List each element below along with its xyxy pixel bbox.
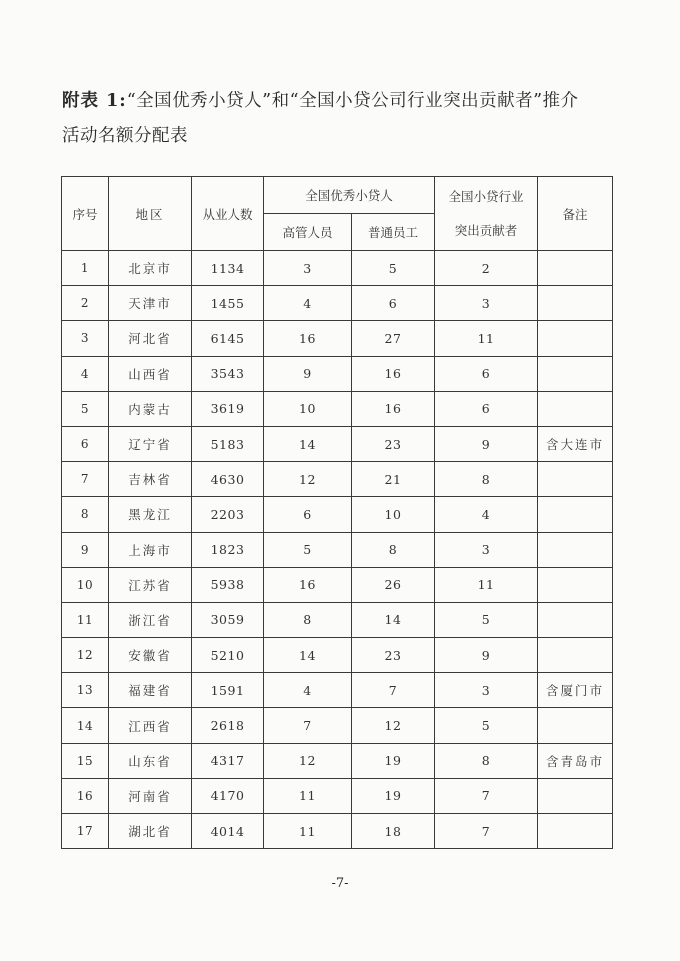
cell-contributor: 2 [435, 251, 538, 286]
cell-seq: 17 [62, 814, 109, 849]
table-row [62, 251, 613, 286]
cell-senior: 3 [264, 251, 352, 286]
cell-remarks [538, 251, 613, 286]
cell-region: 天津市 [109, 286, 192, 321]
cell-remarks [538, 286, 613, 321]
header-seq: 序号 [62, 177, 109, 251]
cell-remarks: 含青岛市 [538, 743, 613, 778]
table-body [62, 251, 613, 849]
cell-remarks [538, 391, 613, 426]
header-senior: 高管人员 [264, 214, 352, 251]
table-row [62, 356, 613, 391]
cell-contributor: 11 [435, 321, 538, 356]
cell-remarks [538, 778, 613, 813]
table-row [62, 638, 613, 673]
cell-seq: 9 [62, 532, 109, 567]
cell-senior: 12 [264, 462, 352, 497]
cell-employees: 5183 [192, 426, 264, 461]
table-row [62, 778, 613, 813]
cell-remarks: 含大连市 [538, 426, 613, 461]
title-text: “全国优秀小贷人”和“全国小贷公司行业突出贡献者”推介 [126, 91, 579, 111]
table-row [62, 321, 613, 356]
cell-senior: 14 [264, 638, 352, 673]
cell-staff: 6 [352, 286, 435, 321]
cell-contributor: 9 [435, 426, 538, 461]
cell-employees: 4630 [192, 462, 264, 497]
cell-remarks [538, 321, 613, 356]
table-row [62, 602, 613, 637]
cell-region: 河北省 [109, 321, 192, 356]
cell-senior: 9 [264, 356, 352, 391]
cell-staff: 5 [352, 251, 435, 286]
table-row [62, 814, 613, 849]
cell-staff: 7 [352, 673, 435, 708]
page-number: -7- [331, 876, 349, 891]
table-row [62, 673, 613, 708]
cell-senior: 4 [264, 673, 352, 708]
cell-remarks [538, 356, 613, 391]
cell-employees: 2203 [192, 497, 264, 532]
table-row [62, 462, 613, 497]
document-title [62, 84, 642, 154]
cell-seq: 5 [62, 391, 109, 426]
cell-seq: 8 [62, 497, 109, 532]
cell-staff: 8 [352, 532, 435, 567]
cell-remarks [538, 602, 613, 637]
cell-employees: 2618 [192, 708, 264, 743]
cell-remarks: 含厦门市 [538, 673, 613, 708]
cell-region: 内蒙古 [109, 391, 192, 426]
cell-senior: 11 [264, 814, 352, 849]
cell-senior: 6 [264, 497, 352, 532]
cell-seq: 6 [62, 426, 109, 461]
cell-seq: 15 [62, 743, 109, 778]
cell-senior: 12 [264, 743, 352, 778]
cell-employees: 5210 [192, 638, 264, 673]
cell-region: 黑龙江 [109, 497, 192, 532]
cell-seq: 1 [62, 251, 109, 286]
cell-staff: 14 [352, 602, 435, 637]
cell-contributor: 4 [435, 497, 538, 532]
cell-region: 江苏省 [109, 567, 192, 602]
cell-seq: 16 [62, 778, 109, 813]
cell-seq: 4 [62, 356, 109, 391]
title-line-2: 活动名额分配表 [62, 126, 188, 146]
header-region: 地区 [109, 177, 192, 251]
table-row [62, 286, 613, 321]
title-lead: 附表 1: [62, 91, 127, 111]
table-row [62, 497, 613, 532]
cell-seq: 11 [62, 602, 109, 637]
cell-seq: 13 [62, 673, 109, 708]
cell-contributor: 5 [435, 708, 538, 743]
cell-senior: 11 [264, 778, 352, 813]
cell-contributor: 3 [435, 286, 538, 321]
cell-employees: 6145 [192, 321, 264, 356]
table-row [62, 708, 613, 743]
cell-employees: 3619 [192, 391, 264, 426]
cell-seq: 12 [62, 638, 109, 673]
cell-region: 浙江省 [109, 602, 192, 637]
header-contributor-line-1: 全国小贷行业 [448, 188, 524, 204]
cell-staff: 19 [352, 743, 435, 778]
header-remarks: 备注 [538, 177, 613, 251]
table-row [62, 532, 613, 567]
cell-remarks [538, 497, 613, 532]
cell-region: 辽宁省 [109, 426, 192, 461]
cell-region: 江西省 [109, 708, 192, 743]
header-contributor [435, 177, 538, 251]
cell-region: 安徽省 [109, 638, 192, 673]
cell-employees: 4317 [192, 743, 264, 778]
header-row-1 [62, 177, 613, 214]
cell-contributor: 8 [435, 743, 538, 778]
cell-region: 河南省 [109, 778, 192, 813]
cell-employees: 3543 [192, 356, 264, 391]
cell-senior: 7 [264, 708, 352, 743]
cell-senior: 14 [264, 426, 352, 461]
cell-staff: 18 [352, 814, 435, 849]
header-contributor-line-2: 突出贡献者 [454, 222, 518, 238]
table-row [62, 391, 613, 426]
header-outstanding-group: 全国优秀小贷人 [264, 177, 435, 214]
cell-region: 福建省 [109, 673, 192, 708]
cell-staff: 19 [352, 778, 435, 813]
cell-region: 湖北省 [109, 814, 192, 849]
header-employees: 从业人数 [192, 177, 264, 251]
cell-senior: 8 [264, 602, 352, 637]
cell-remarks [538, 462, 613, 497]
cell-employees: 1134 [192, 251, 264, 286]
cell-remarks [538, 708, 613, 743]
cell-staff: 23 [352, 426, 435, 461]
cell-senior: 16 [264, 567, 352, 602]
cell-remarks [538, 814, 613, 849]
cell-senior: 4 [264, 286, 352, 321]
cell-seq: 3 [62, 321, 109, 356]
cell-employees: 4170 [192, 778, 264, 813]
cell-seq: 10 [62, 567, 109, 602]
table-row [62, 743, 613, 778]
cell-employees: 1455 [192, 286, 264, 321]
cell-staff: 12 [352, 708, 435, 743]
cell-region: 山西省 [109, 356, 192, 391]
cell-senior: 5 [264, 532, 352, 567]
cell-employees: 1591 [192, 673, 264, 708]
cell-contributor: 6 [435, 356, 538, 391]
cell-remarks [538, 532, 613, 567]
cell-staff: 16 [352, 391, 435, 426]
quota-allocation-table [61, 176, 613, 849]
cell-senior: 16 [264, 321, 352, 356]
table-row [62, 567, 613, 602]
cell-region: 山东省 [109, 743, 192, 778]
cell-remarks [538, 638, 613, 673]
cell-seq: 2 [62, 286, 109, 321]
cell-employees: 5938 [192, 567, 264, 602]
cell-region: 北京市 [109, 251, 192, 286]
cell-senior: 10 [264, 391, 352, 426]
cell-region: 上海市 [109, 532, 192, 567]
cell-contributor: 3 [435, 673, 538, 708]
cell-contributor: 7 [435, 778, 538, 813]
cell-employees: 1823 [192, 532, 264, 567]
cell-contributor: 6 [435, 391, 538, 426]
cell-staff: 23 [352, 638, 435, 673]
cell-staff: 16 [352, 356, 435, 391]
cell-employees: 4014 [192, 814, 264, 849]
cell-contributor: 11 [435, 567, 538, 602]
cell-staff: 27 [352, 321, 435, 356]
cell-contributor: 7 [435, 814, 538, 849]
cell-region: 吉林省 [109, 462, 192, 497]
cell-staff: 26 [352, 567, 435, 602]
cell-seq: 7 [62, 462, 109, 497]
title-line-1 [62, 91, 579, 111]
cell-employees: 3059 [192, 602, 264, 637]
table-row [62, 426, 613, 461]
cell-contributor: 9 [435, 638, 538, 673]
cell-contributor: 8 [435, 462, 538, 497]
cell-staff: 10 [352, 497, 435, 532]
cell-contributor: 3 [435, 532, 538, 567]
header-staff: 普通员工 [352, 214, 435, 251]
cell-staff: 21 [352, 462, 435, 497]
cell-remarks [538, 567, 613, 602]
cell-seq: 14 [62, 708, 109, 743]
cell-contributor: 5 [435, 602, 538, 637]
